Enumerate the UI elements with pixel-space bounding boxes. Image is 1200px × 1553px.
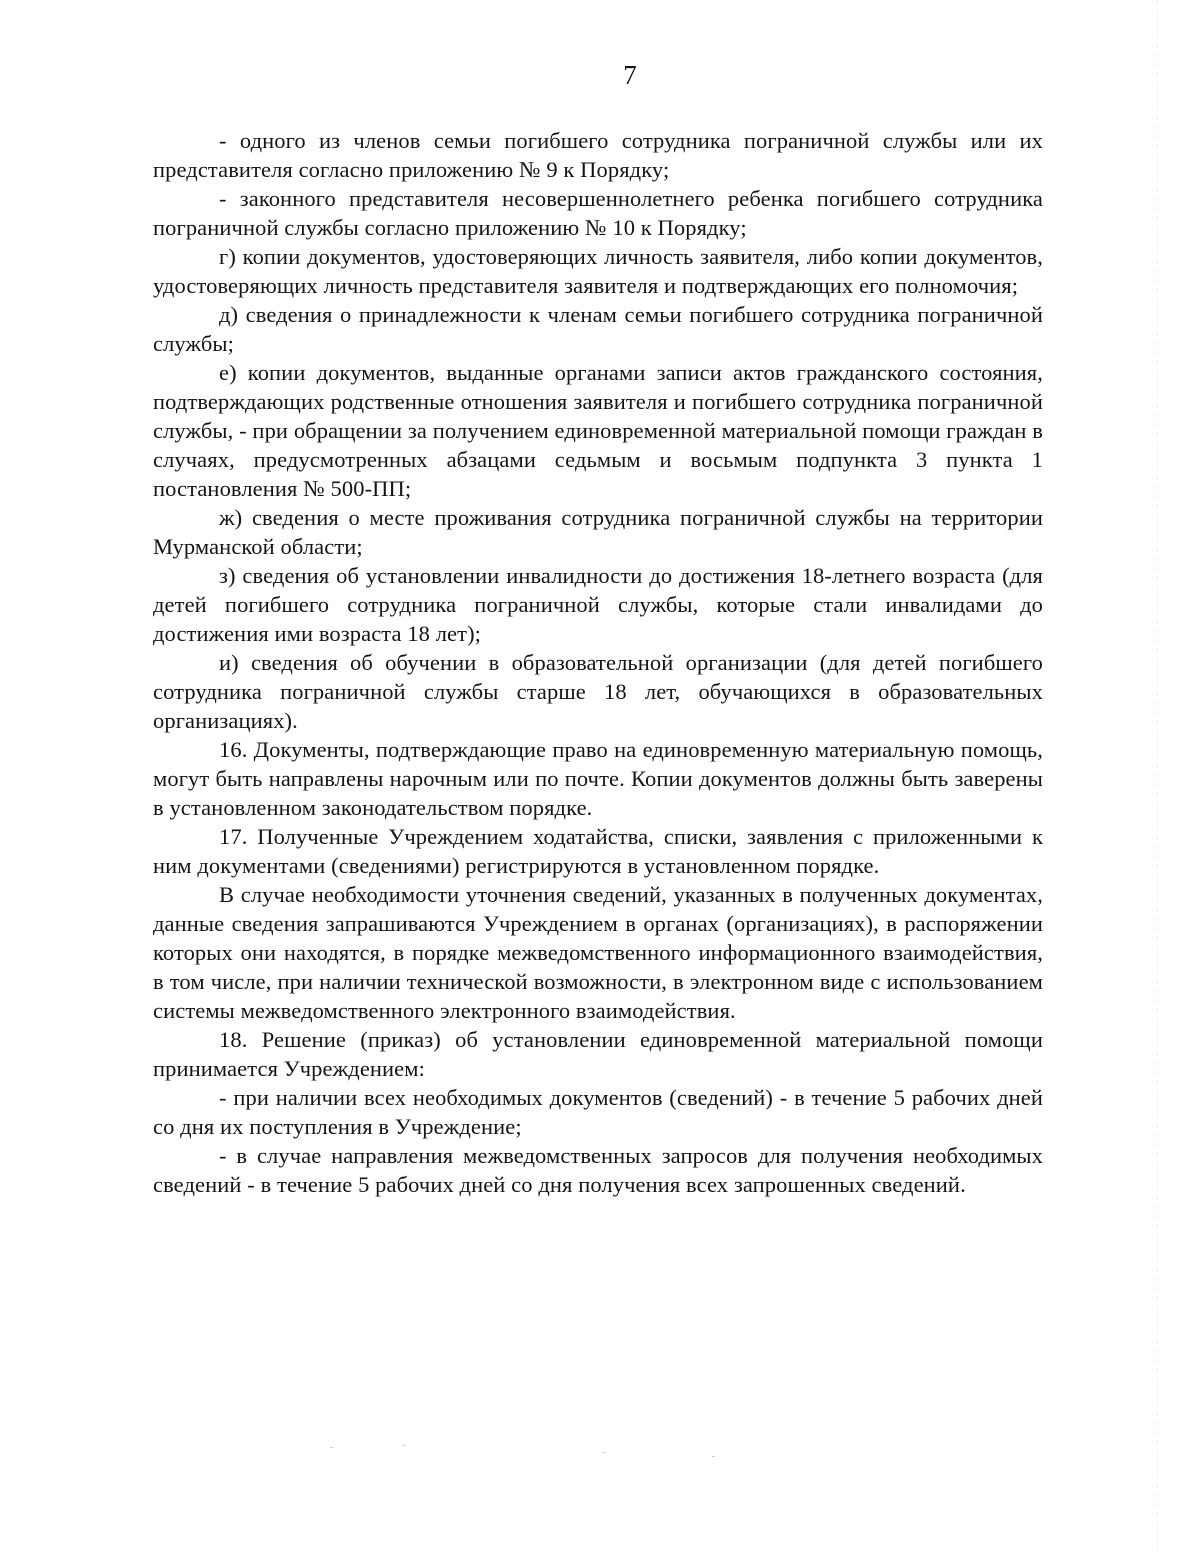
- scan-speck: [712, 1456, 715, 1457]
- paragraph-clause-18-interagency: - в случае направления межведомственных запросов для получения необходимых сведений - в течение 5 рабочих дней со дня получения всех запрошенных сведений.: [153, 1143, 1043, 1197]
- paragraph-interagency-requests: В случае необходимости уточнения сведений, указанных в полученных документах, данные сведения запрашиваются Учреждением в органах (организациях), в распоряжении которых они находятся, в порядке межведомственного информационного взаимодействия, в том числе, при наличии технической возможности, в электронном виде с использованием системы межведомственного электронного взаимодействия.: [153, 882, 1043, 1023]
- scan-speck: [402, 1445, 405, 1446]
- paragraph-clause-16: 16. Документы, подтверждающие право на единовременную материальную помощь, могут быть направлены нарочным или по почте. Копии документов должны быть заверены в установленном законодательством порядке.: [153, 737, 1043, 820]
- document-body: [153, 126, 1043, 1199]
- paragraph-clause-18: 18. Решение (приказ) об установлении единовременной материальной помощи принимается Учреждением:: [153, 1027, 1043, 1081]
- paragraph-item-e-civil-registry-documents: е) копии документов, выданные органами записи актов гражданского состояния, подтверждающих родственные отношения заявителя и погибшего сотрудника пограничной службы, - при обращении за получением единовременной материальной помощи граждан в случаях, предусмотренных абзацами седьмым и восьмым подпункта 3 пункта 1 постановления № 500-ПП;: [153, 360, 1043, 501]
- paragraph-item-g-identity-documents: г) копии документов, удостоверяющих личность заявителя, либо копии документов, удостоверяющих личность представителя заявителя и подтверждающих его полномочия;: [153, 244, 1043, 298]
- paragraph-family-member-statement: - одного из членов семьи погибшего сотрудника пограничной службы или их представителя согласно приложению № 9 к Порядку;: [153, 128, 1043, 182]
- paragraph-legal-representative-statement: - законного представителя несовершеннолетнего ребенка погибшего сотрудника пограничной службы согласно приложению № 10 к Порядку;: [153, 186, 1043, 240]
- paragraph-item-i-education: и) сведения об обучении в образовательной организации (для детей погибшего сотрудника пограничной службы старше 18 лет, обучающихся в образовательных организациях).: [153, 650, 1043, 733]
- paragraph-item-z-disability: з) сведения об установлении инвалидности до достижения 18-летнего возраста (для детей погибшего сотрудника пограничной службы, которые стали инвалидами до достижения ими возраста 18 лет);: [153, 563, 1043, 646]
- paragraph-item-d-family-membership: д) сведения о принадлежности к членам семьи погибшего сотрудника пограничной службы;: [153, 302, 1043, 356]
- scan-speck: [330, 1447, 333, 1448]
- paragraph-clause-17: 17. Полученные Учреждением ходатайства, списки, заявления с приложенными к ним документами (сведениями) регистрируются в установленном порядке.: [153, 824, 1043, 878]
- scan-speck: [603, 1452, 606, 1453]
- paragraph-clause-18-all-documents: - при наличии всех необходимых документов (сведений) - в течение 5 рабочих дней со дня их поступления в Учреждение;: [153, 1085, 1043, 1139]
- page-number: 7: [623, 60, 637, 90]
- page-edge-mark: [1157, 0, 1158, 1553]
- paragraph-item-zh-residence: ж) сведения о месте проживания сотрудника пограничной службы на территории Мурманской области;: [153, 505, 1043, 559]
